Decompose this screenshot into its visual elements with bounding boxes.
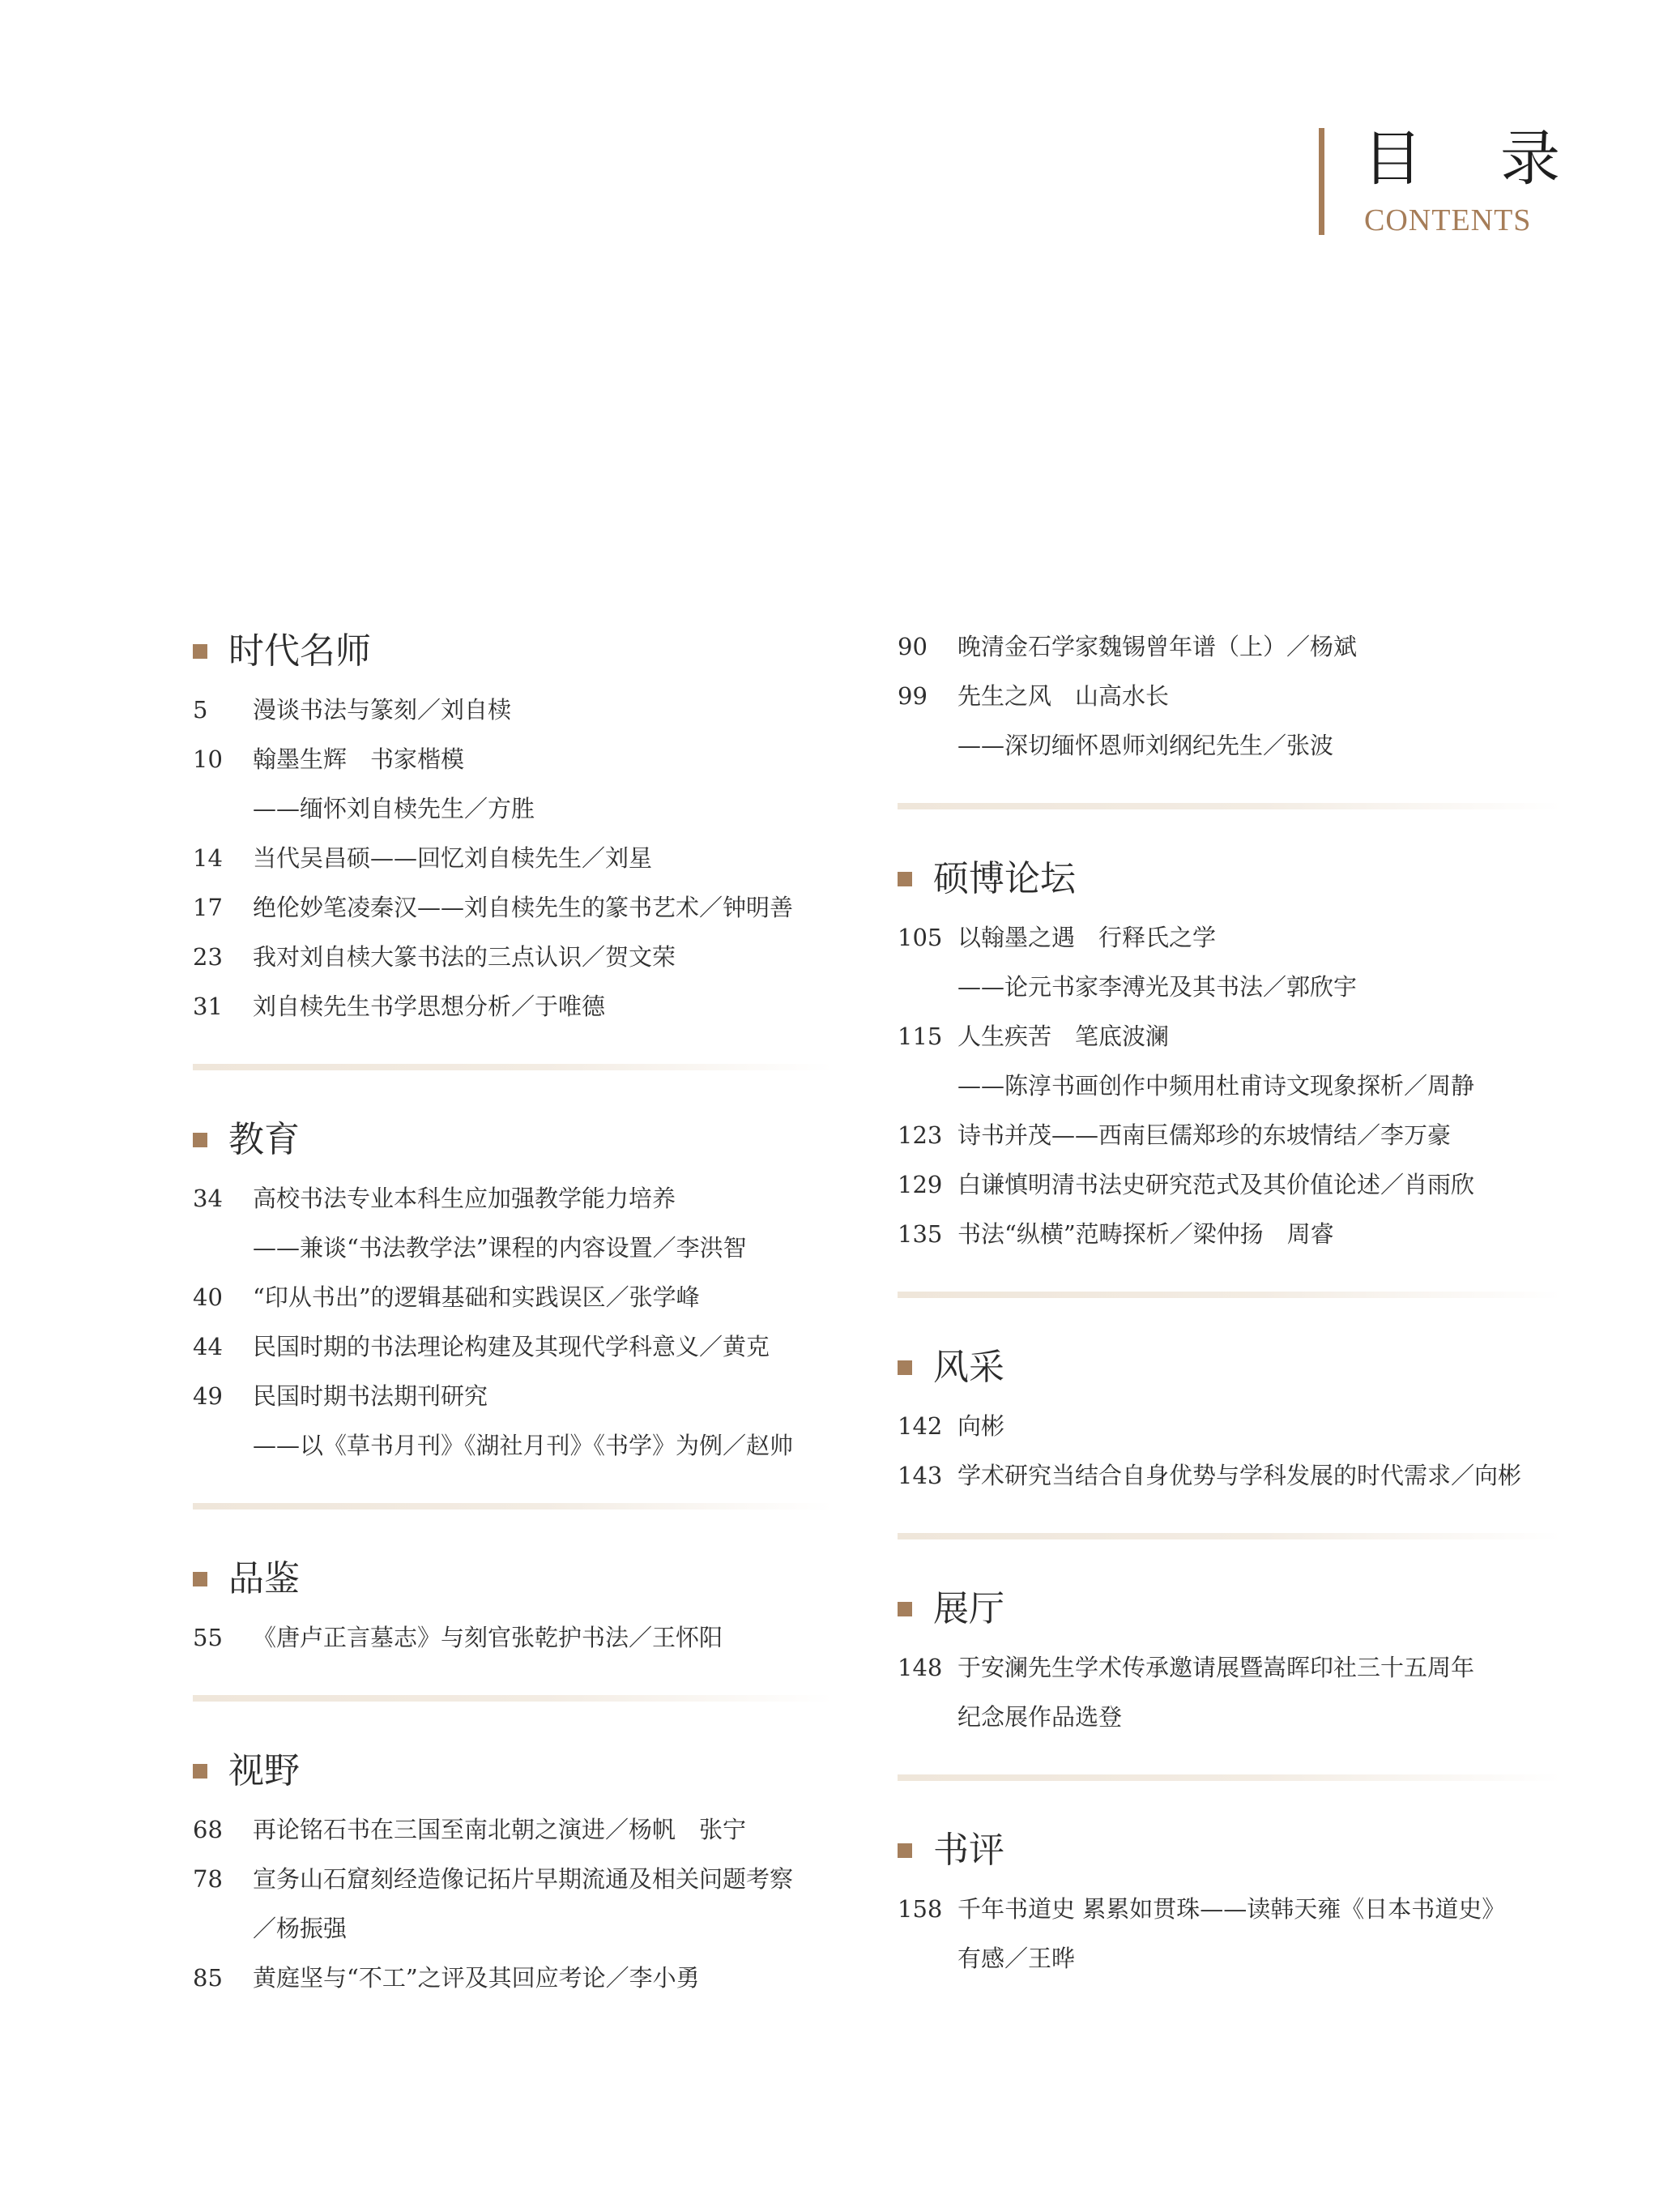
section-heading	[193, 1550, 833, 1608]
section-bullet-icon	[898, 1602, 912, 1616]
section-title: 风采	[933, 1347, 1004, 1388]
entry-title: 先生之风 山高水长	[957, 682, 1170, 710]
toc-entry[interactable]	[193, 1855, 833, 1904]
entry-title: 书法“纵横”范畴探析／梁仲扬 周睿	[957, 1220, 1334, 1248]
toc-entry[interactable]	[193, 1805, 833, 1855]
entry-title: 于安澜先生学术传承邀请展暨嵩晖印社三十五周年	[957, 1654, 1475, 1681]
page-number: 85	[193, 1964, 223, 1992]
page-number: 14	[193, 844, 223, 872]
page-number: 158	[898, 1895, 943, 1923]
toc-entry[interactable]	[193, 1613, 833, 1663]
page-number: 31	[193, 993, 223, 1020]
toc-entry-subtitle[interactable]	[193, 1421, 833, 1471]
section-bullet-icon	[193, 644, 207, 659]
toc-entry[interactable]	[898, 1885, 1562, 1934]
toc-entry[interactable]	[193, 1273, 833, 1322]
toc-entry[interactable]	[193, 883, 833, 933]
section-divider	[193, 1064, 833, 1070]
toc-entry[interactable]	[193, 933, 833, 982]
entry-subtitle-text: ——缅怀刘自椟先生／方胜	[253, 795, 535, 822]
section-heading	[898, 1580, 1562, 1638]
section-divider	[898, 803, 1562, 809]
page-number: 129	[898, 1171, 943, 1198]
page-number: 115	[898, 1023, 943, 1050]
section-divider	[193, 1503, 833, 1510]
section-title: 教育	[228, 1119, 300, 1160]
section-title: 展厅	[933, 1588, 1004, 1629]
page-number: 10	[193, 745, 223, 773]
entry-title: 民国时期书法期刊研究	[253, 1382, 488, 1410]
section-heading	[193, 1742, 833, 1800]
page-number: 23	[193, 943, 223, 971]
toc-entry[interactable]	[898, 1160, 1562, 1210]
toc-entry-subtitle[interactable]	[193, 1223, 833, 1273]
entry-title: 学术研究当结合自身优势与学科发展的时代需求／向彬	[957, 1462, 1522, 1489]
toc-entry-list	[193, 1613, 833, 1663]
toc-entry[interactable]	[193, 1322, 833, 1372]
page-number: 34	[193, 1185, 223, 1212]
toc-entry-list	[193, 685, 833, 1031]
toc-entry-list	[898, 1885, 1562, 1984]
page-number: 143	[898, 1462, 943, 1489]
toc-entry[interactable]	[898, 1451, 1562, 1501]
toc-entry[interactable]	[898, 672, 1562, 721]
entry-title: 再论铭石书在三国至南北朝之演进／杨帆 张宁	[253, 1816, 747, 1843]
entry-title: 向彬	[957, 1412, 1005, 1440]
entry-title: 漫谈书法与篆刻／刘自椟	[253, 696, 512, 724]
entry-subtitle-text: 有感／王晔	[957, 1945, 1076, 1972]
toc-entry[interactable]	[193, 1174, 833, 1223]
toc-entry[interactable]	[898, 1643, 1562, 1693]
entry-title: 高校书法专业本科生应加强教学能力培养	[253, 1185, 676, 1212]
toc-entry-subtitle[interactable]	[898, 963, 1562, 1012]
entry-subtitle-text: ——兼谈“书法教学法”课程的内容设置／李洪智	[253, 1234, 747, 1262]
section-bullet-icon	[193, 1133, 207, 1147]
entry-title: 黄庭坚与“不工”之评及其回应考论／李小勇	[253, 1964, 700, 1992]
entry-title: 人生疾苦 笔底波澜	[957, 1023, 1170, 1050]
toc-entry-list	[898, 622, 1562, 771]
section-divider	[193, 1695, 833, 1702]
toc-entry[interactable]	[193, 685, 833, 735]
toc-entry[interactable]	[193, 1954, 833, 2003]
toc-entry-list	[898, 1402, 1562, 1501]
entry-title: “印从书出”的逻辑基础和实践误区／张学峰	[253, 1283, 700, 1311]
entry-title: 刘自椟先生书学思想分析／于唯德	[253, 993, 606, 1020]
section-heading	[898, 1821, 1562, 1880]
entry-subtitle-text: ——论元书家李溥光及其书法／郭欣宇	[957, 973, 1358, 1001]
entry-subtitle-text: ——陈淳书画创作中频用杜甫诗文现象探析／周静	[957, 1072, 1475, 1100]
section-divider	[898, 1774, 1562, 1781]
section-bullet-icon	[898, 1360, 912, 1375]
entry-title: 翰墨生辉 书家楷模	[253, 745, 465, 773]
toc-entry[interactable]	[898, 622, 1562, 672]
entry-title: 以翰墨之遇 行释氏之学	[957, 924, 1217, 951]
page-number: 123	[898, 1121, 943, 1149]
entry-title: 宣务山石窟刻经造像记拓片早期流通及相关问题考察	[253, 1865, 794, 1893]
toc-entry[interactable]	[193, 982, 833, 1031]
section-divider	[898, 1533, 1562, 1539]
toc-entry[interactable]	[193, 735, 833, 784]
entry-subtitle-text: 纪念展作品选登	[957, 1703, 1123, 1731]
toc-entry-list	[898, 913, 1562, 1259]
section-bullet-icon	[193, 1572, 207, 1586]
page-number: 90	[898, 633, 928, 660]
toc-entry-subtitle[interactable]	[898, 1693, 1562, 1742]
page-number: 68	[193, 1816, 223, 1843]
toc-entry[interactable]	[193, 1372, 833, 1421]
toc-entry[interactable]	[898, 1210, 1562, 1259]
section-heading	[193, 622, 833, 681]
section-title: 视野	[228, 1750, 300, 1791]
entry-title: 当代吴昌硕——回忆刘自椟先生／刘星	[253, 844, 653, 872]
toc-entry-subtitle[interactable]	[193, 784, 833, 834]
section-heading	[898, 850, 1562, 908]
page-number: 135	[898, 1220, 943, 1248]
toc-entry-subtitle[interactable]	[898, 1061, 1562, 1111]
page-title: 目录	[1363, 124, 1638, 194]
section-heading	[898, 1339, 1562, 1397]
toc-entry-list	[193, 1174, 833, 1471]
header-accent-bar	[1319, 128, 1324, 235]
toc-entry-list	[193, 1805, 833, 2003]
section-title: 书评	[933, 1830, 1004, 1871]
page-number: 17	[193, 894, 223, 921]
right-column	[898, 622, 1562, 1984]
page-subtitle: CONTENTS	[1364, 203, 1532, 237]
section-divider	[898, 1292, 1562, 1298]
toc-entry-subtitle[interactable]	[898, 1934, 1562, 1984]
page-number: 49	[193, 1382, 223, 1410]
page-number: 99	[898, 682, 928, 710]
page-number: 142	[898, 1412, 943, 1440]
section-title: 品鉴	[228, 1558, 300, 1599]
page-number: 105	[898, 924, 943, 951]
entry-title: 白谦慎明清书法史研究范式及其价值论述／肖雨欣	[957, 1171, 1475, 1198]
entry-subtitle-text: ／杨振强	[253, 1915, 348, 1942]
entry-title: 千年书道史 累累如贯珠——读韩天雍《日本书道史》	[957, 1895, 1506, 1923]
section-title: 时代名师	[228, 630, 371, 672]
section-heading	[193, 1111, 833, 1169]
toc-entry[interactable]	[898, 913, 1562, 963]
page-number: 44	[193, 1333, 223, 1360]
entry-title: 《唐卢正言墓志》与刻官张乾护书法／王怀阳	[253, 1624, 723, 1651]
entry-subtitle-text: ——深切缅怀恩师刘纲纪先生／张波	[957, 732, 1334, 759]
section-bullet-icon	[898, 1843, 912, 1858]
entry-title: 民国时期的书法理论构建及其现代学科意义／黄克	[253, 1333, 770, 1360]
toc-entry[interactable]	[898, 1111, 1562, 1160]
toc-entry-subtitle[interactable]	[898, 721, 1562, 771]
section-bullet-icon	[898, 872, 912, 886]
page-number: 78	[193, 1865, 223, 1893]
entry-title: 我对刘自椟大篆书法的三点认识／贺文荣	[253, 943, 676, 971]
page-number: 5	[193, 696, 208, 724]
toc-entry-list	[898, 1643, 1562, 1742]
toc-entry[interactable]	[193, 834, 833, 883]
toc-entry-subtitle[interactable]	[193, 1904, 833, 1954]
entry-title: 绝伦妙笔凌秦汉——刘自椟先生的篆书艺术／钟明善	[253, 894, 794, 921]
page-number: 148	[898, 1654, 943, 1681]
entry-title: 诗书并茂——西南巨儒郑珍的东坡情结／李万豪	[957, 1121, 1452, 1149]
section-bullet-icon	[193, 1764, 207, 1779]
section-title: 硕博论坛	[933, 858, 1076, 899]
entry-title: 晚清金石学家魏锡曾年谱（上）／杨斌	[957, 633, 1358, 660]
toc-entry[interactable]	[898, 1402, 1562, 1451]
left-column	[193, 622, 833, 2003]
toc-entry[interactable]	[898, 1012, 1562, 1061]
page-number: 40	[193, 1283, 223, 1311]
page-number: 55	[193, 1624, 223, 1651]
entry-subtitle-text: ——以《草书月刊》《湖社月刊》《书学》为例／赵帅	[253, 1432, 794, 1459]
